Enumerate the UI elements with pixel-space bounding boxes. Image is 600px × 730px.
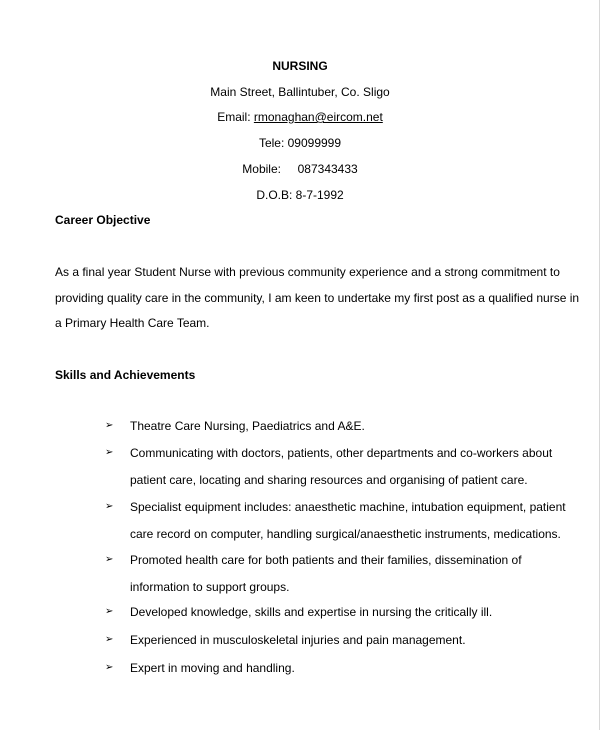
- resume-title: NURSING: [272, 59, 328, 73]
- arrow-bullet-icon: ➢: [105, 606, 114, 617]
- address: Main Street, Ballintuber, Co. Sligo: [210, 85, 390, 99]
- mobile: Mobile: 087343433: [242, 162, 358, 176]
- email-label: Email:: [217, 110, 254, 124]
- skill-item-continuation: information to support groups.: [130, 580, 290, 594]
- arrow-bullet-icon: ➢: [105, 447, 114, 458]
- skill-item: Expert in moving and handling.: [130, 661, 295, 675]
- skill-item-continuation: patient care, locating and sharing resources and organising of patient care.: [130, 473, 528, 487]
- skill-item: Theatre Care Nursing, Paediatrics and A&E.: [130, 419, 365, 433]
- skill-item: Experienced in musculoskeletal injuries and pain management.: [130, 633, 466, 647]
- arrow-bullet-icon: ➢: [105, 554, 114, 565]
- email-link[interactable]: rmonaghan@eircom.net: [253, 110, 383, 124]
- arrow-bullet-icon: ➢: [105, 420, 114, 431]
- career-objective-heading: Career Objective: [55, 213, 151, 227]
- career-objective-line: providing quality care in the community, I am keen to undertake my first post as a qualified nurse in: [55, 291, 580, 305]
- skill-item-continuation: care record on computer, handling surgical/anaesthetic instruments, medications.: [130, 527, 561, 541]
- email-line: [0, 109, 600, 125]
- arrow-bullet-icon: ➢: [105, 662, 114, 673]
- skill-item: Communicating with doctors, patients, other departments and co-workers about: [130, 446, 553, 460]
- skills-heading: Skills and Achievements: [55, 368, 196, 382]
- date-of-birth: D.O.B: 8-7-1992: [256, 188, 344, 202]
- career-objective-line: As a final year Student Nurse with previous community experience and a strong commitment to: [55, 265, 560, 279]
- skill-item: Specialist equipment includes: anaesthetic machine, intubation equipment, patient: [130, 500, 566, 514]
- skill-item: Developed knowledge, skills and expertise in nursing the critically ill.: [130, 605, 493, 619]
- career-objective-line: a Primary Health Care Team.: [55, 316, 210, 330]
- arrow-bullet-icon: ➢: [105, 501, 114, 512]
- telephone: Tele: 09099999: [258, 136, 342, 150]
- arrow-bullet-icon: ➢: [105, 634, 114, 645]
- skill-item: Promoted health care for both patients and their families, dissemination of: [130, 553, 522, 567]
